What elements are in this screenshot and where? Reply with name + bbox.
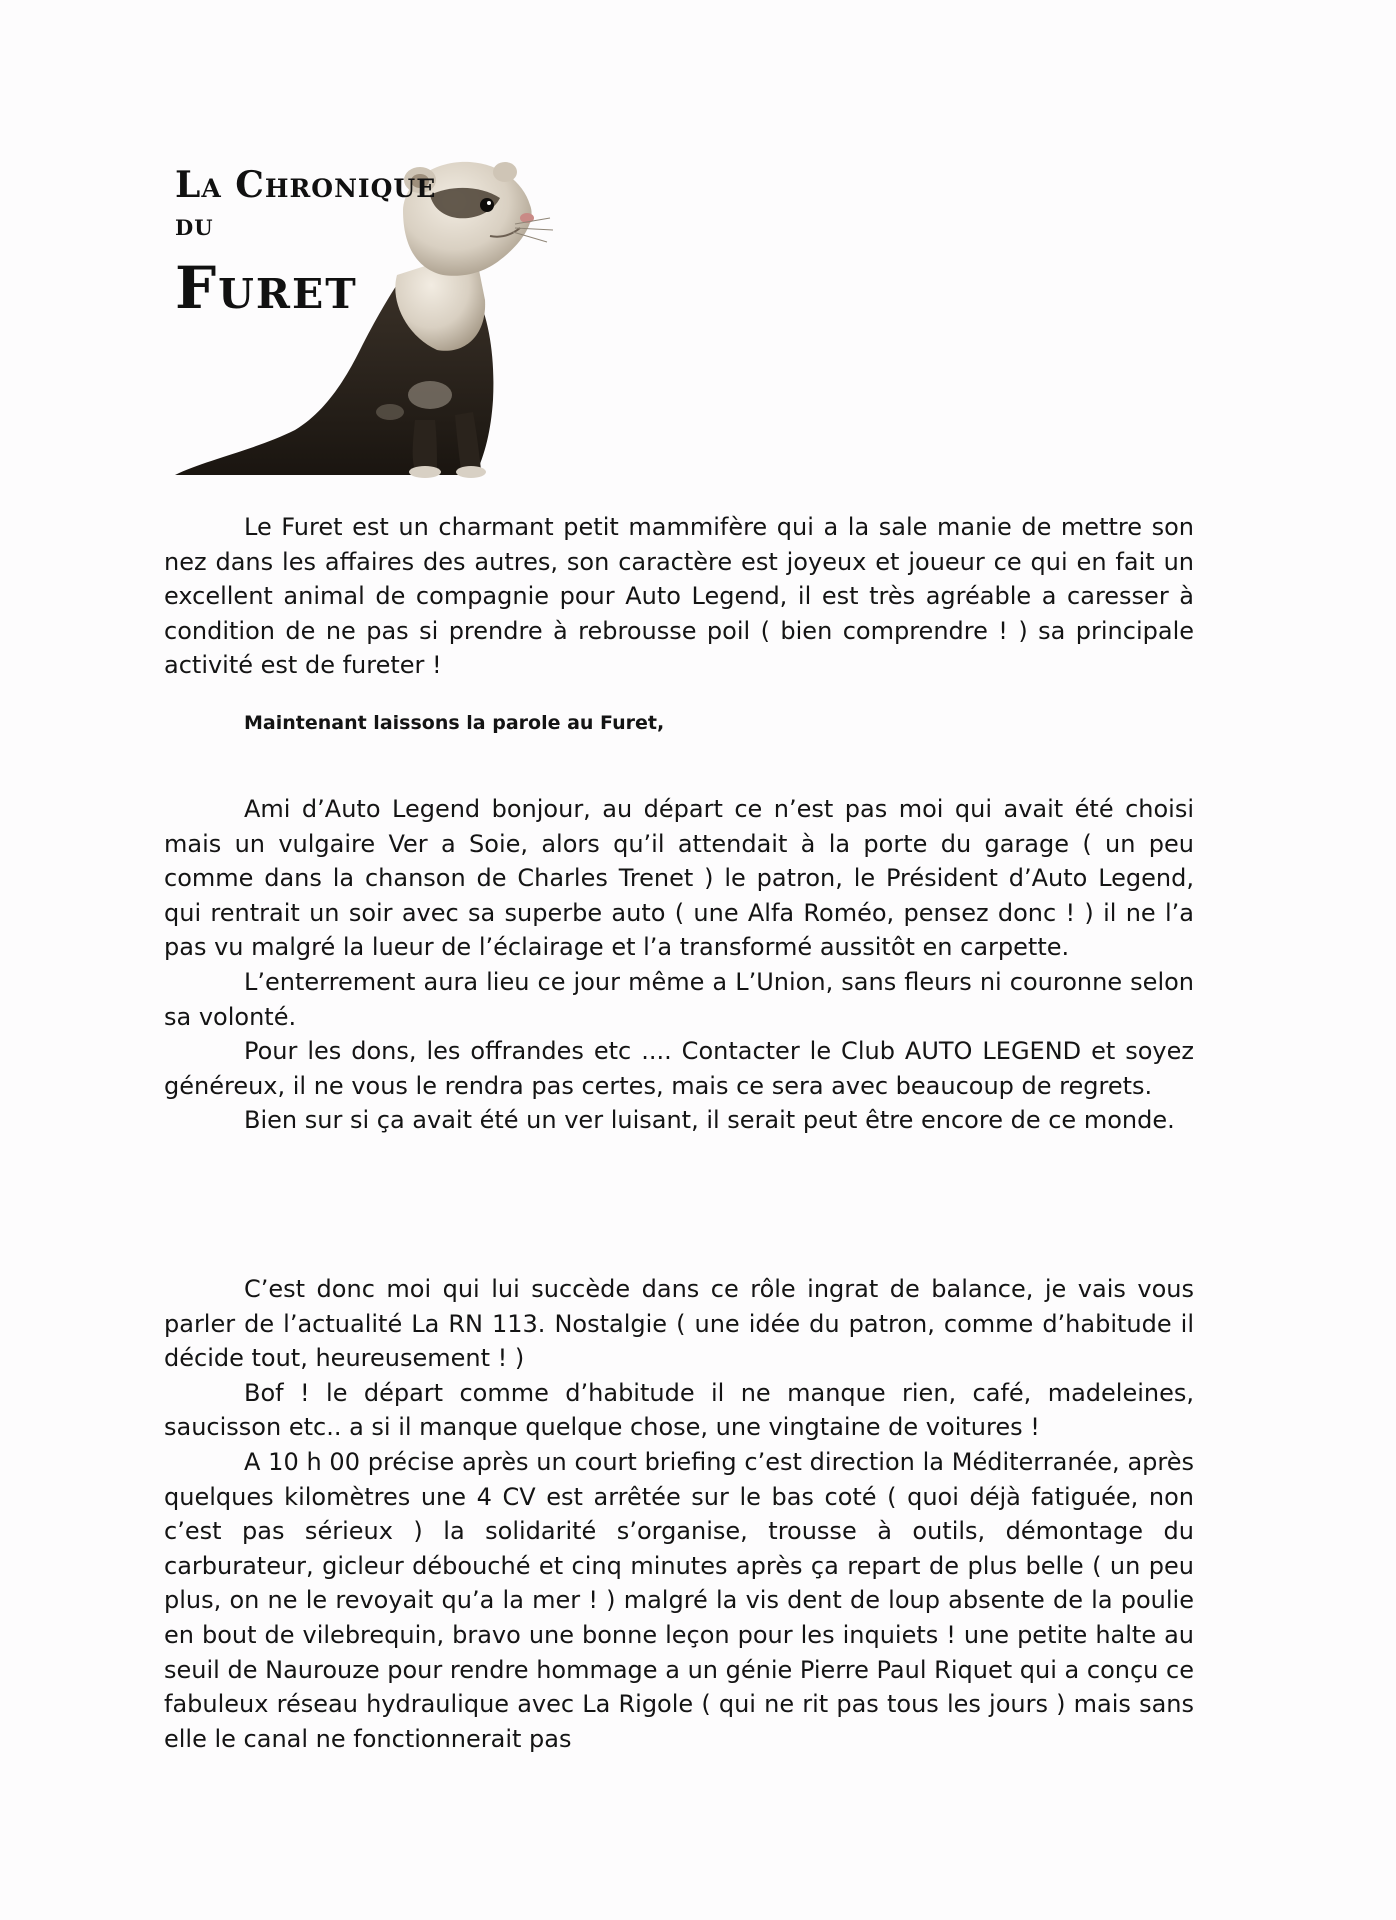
section-subheading: Maintenant laissons la parole au Furet, [244, 712, 665, 734]
title-line-3: Furet [175, 254, 358, 322]
paragraph: L’enterrement aura lieu ce jour même a L’Union, sans fleurs ni couronne selon sa volonté. [164, 967, 1194, 1031]
section2-block [164, 1272, 1194, 1756]
title-line-1: La Chronique [175, 164, 437, 206]
section1-block [164, 792, 1194, 1138]
paragraph: Pour les dons, les offrandes etc .... Contacter le Club AUTO LEGEND et soyez généreux, il ne vous le rendra pas certes, mais ce sera avec beaucoup de regrets. [164, 1037, 1194, 1100]
paragraph: Bien sur si ça avait été un ver luisant, il serait peut être encore de ce monde. [244, 1106, 1175, 1135]
paragraph: Bof ! le départ comme d’habitude il ne manque rien, café, madeleines, saucisson etc.. a si il manque quelque chose, une vingtaine de voitures ! [164, 1378, 1194, 1442]
title-line-2: du [175, 208, 214, 243]
paragraph: A 10 h 00 précise après un court briefing c’est direction la Méditerranée, après quelques kilomètres une 4 CV est arrêtée sur le bas coté ( quoi déjà fatiguée, non c’est pas sérieux ) la solidarité s’organise, trousse à outils, démontage du carburateur, gicleur débouché et cinq minutes après ça repart de plus belle ( un peu plus, on ne le revoyait qu’a la mer ! ) malgré la vis dent de loup absente de la poulie en bout de vilebrequin, bravo une bonne leçon pour les inquiets ! une petite halte au seuil de Naurouze pour rendre hommage a un génie Pierre Paul Riquet qui a conçu ce fabuleux réseau hydraulique avec La Rigole ( qui ne rit pas tous les jours ) mais sans elle le canal ne fonctionnerait pas [164, 1447, 1194, 1753]
intro-paragraph: Le Furet est un charmant petit mammifère qui a la sale manie de mettre son nez dans les affaires des autres, son caractère est joyeux et joueur ce qui en fait un excellent animal de compagnie pour Auto Legend, il est très agréable a caresser à condition de ne pas si prendre à rebrousse poil ( bien comprendre ! ) sa principale activité est de fureter ! [164, 513, 1194, 680]
chronicle-header [175, 150, 595, 480]
intro-paragraph-block [164, 510, 1194, 683]
paragraph: C’est donc moi qui lui succède dans ce rôle ingrat de balance, je vais vous parler de l’actualité La RN 113. Nostalgie ( une idée du patron, comme d’habitude il décide tout, heureusement ! ) [164, 1275, 1194, 1373]
paragraph: Ami d’Auto Legend bonjour, au départ ce n’est pas moi qui avait été choisi mais un vulgaire Ver a Soie, alors qu’il attendait à la porte du garage ( un peu comme dans la chanson de Charles Trenet ) le patron, le Président d’Auto Legend, qui rentrait un soir avec sa superbe auto ( une Alfa Roméo, pensez donc ! ) il ne l’a pas vu malgré la lueur de l’éclairage et l’a transformé aussitôt en carpette. [164, 795, 1194, 962]
